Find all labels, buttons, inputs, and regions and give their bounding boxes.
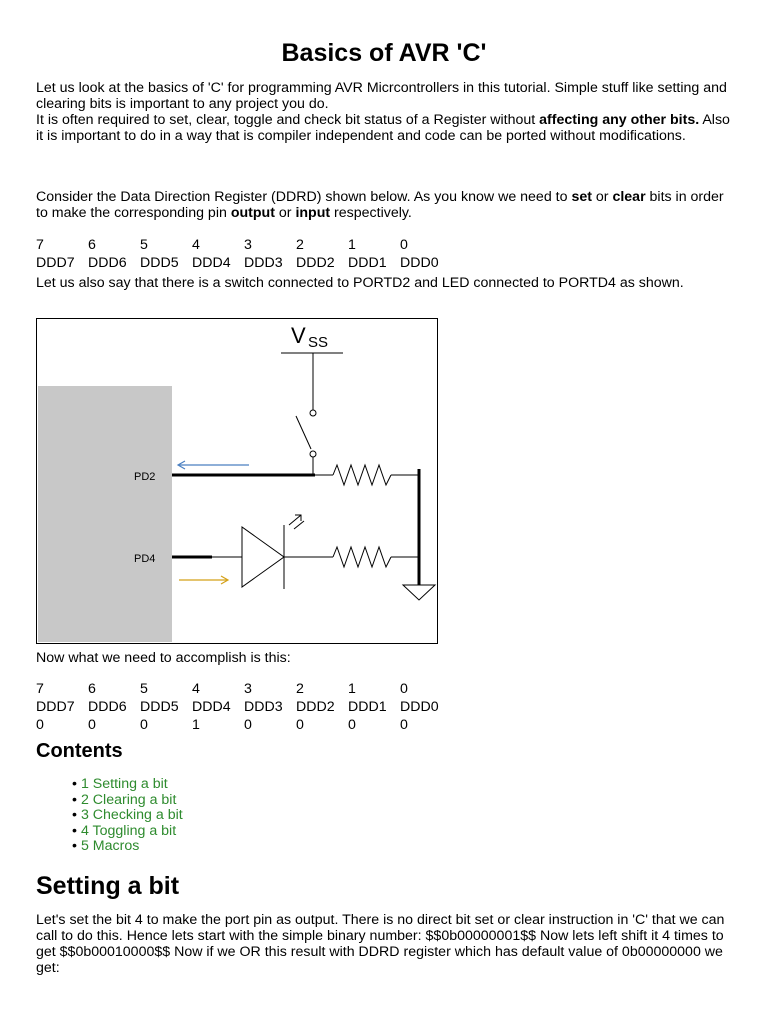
ddrd-text-d: or (274, 205, 296, 221)
toc-item (72, 839, 183, 855)
switch-led-paragraph: Let us also say that there is a switch connected to PORTD2 and LED connected to PORTD4 as shown. (36, 275, 684, 291)
switch-contact-bottom (310, 451, 316, 457)
bit-number: 1 (348, 237, 356, 253)
contents-heading: Contents (36, 740, 123, 762)
intro-line2-rest: Also it is important to do in a way that is compiler independent and code can be ported without modifications. (36, 112, 730, 144)
target-name-row (36, 698, 452, 716)
ddrd-paragraph (36, 189, 732, 221)
toc-link-setting-a-bit[interactable]: 1 Setting a bit (80, 776, 168, 792)
target-register-table (36, 680, 452, 734)
ddrd-clear-bold: clear (612, 189, 646, 205)
ddrd-text-e: respectively. (330, 205, 412, 221)
bit-value: 0 (140, 717, 148, 733)
bit-value: 0 (244, 717, 252, 733)
intro-line2-text: It is often required to set, clear, toggle and check bit status of a Register without (36, 112, 540, 128)
bit-name: DDD1 (348, 699, 387, 715)
led-light-arrow-2-icon (294, 521, 304, 529)
bit-number: 4 (192, 237, 200, 253)
bit-name: DDD6 (88, 699, 127, 715)
bit-number: 2 (296, 237, 304, 253)
pd4-label: PD4 (134, 553, 156, 565)
toc-link-clearing-a-bit[interactable]: 2 Clearing a bit (80, 791, 177, 808)
ground-symbol-icon (403, 585, 435, 600)
bit-name: DDD4 (192, 699, 231, 715)
toc-link-macros[interactable]: 5 Macros (80, 838, 140, 854)
ddrd-input-bold: input (295, 205, 331, 221)
bit-name: DDD1 (348, 255, 387, 271)
bit-name: DDD3 (244, 699, 283, 715)
bit-name: DDD0 (400, 255, 439, 271)
bit-value: 1 (192, 717, 200, 733)
ddrd-output-bold: output (230, 205, 275, 221)
intro-line1: Let us look at the basics of 'C' for programming AVR Micrcontrollers in this tutorial. Simple stuff like setting and clearing bits is important to any project you do. (36, 80, 727, 112)
bit-name: DDD7 (36, 699, 75, 715)
bit-number: 3 (244, 237, 252, 253)
bit-number: 7 (36, 681, 44, 697)
toc-link-checking-a-bit[interactable]: 3 Checking a bit (80, 807, 183, 823)
bit-number: 0 (400, 237, 408, 253)
bit-value: 0 (88, 717, 96, 733)
intro-line2-bold: affecting any other bits. (539, 112, 700, 128)
target-bit-row (36, 680, 452, 698)
bit-name: DDD7 (36, 255, 75, 271)
bit-value: 0 (400, 717, 408, 733)
vss-subscript: SS (308, 334, 329, 351)
toc-item (72, 793, 183, 809)
section-heading-setting-a-bit: Setting a bit (36, 872, 180, 900)
ddrd-text-b: or (591, 189, 613, 205)
accomplish-paragraph: Now what we need to accomplish is this: (36, 650, 291, 666)
resistor-1-icon (333, 465, 391, 485)
page-title: Basics of AVR 'C' (281, 39, 487, 67)
ddrd-set-bold: set (571, 189, 592, 205)
intro-paragraph (36, 80, 732, 144)
toc-item (72, 777, 183, 793)
resistor-2-icon (333, 547, 391, 567)
toc-link-toggling-a-bit[interactable]: 4 Toggling a bit (80, 822, 177, 839)
target-value-row (36, 716, 452, 734)
mcu-block (38, 386, 172, 642)
bit-name: DDD0 (400, 699, 439, 715)
circuit-svg (37, 319, 437, 643)
switch-contact-top (310, 410, 316, 416)
vss-label: V (291, 323, 306, 348)
register-table (36, 236, 452, 272)
circuit-diagram (36, 318, 438, 644)
toc-item (72, 824, 183, 840)
bit-number: 0 (400, 681, 408, 697)
led-diode-icon (242, 527, 284, 587)
ddrd-text-a: Consider the Data Direction Register (DDRD) shown below. As you know we need to (36, 189, 572, 205)
bit-number: 5 (140, 237, 148, 253)
pd2-label: PD2 (134, 471, 156, 483)
register-bit-row (36, 236, 452, 254)
bit-number: 6 (88, 237, 96, 253)
bit-value: 0 (36, 717, 44, 733)
toc-item (72, 808, 183, 824)
bit-value: 0 (296, 717, 304, 733)
bit-name: DDD2 (296, 699, 335, 715)
bit-number: 3 (244, 681, 252, 697)
bit-number: 2 (296, 681, 304, 697)
bit-number: 4 (192, 681, 200, 697)
table-of-contents (72, 777, 183, 855)
bit-number: 7 (36, 237, 44, 253)
bit-name: DDD3 (244, 255, 283, 271)
bit-name: DDD5 (140, 255, 179, 271)
bit-name: DDD6 (88, 255, 127, 271)
bit-number: 1 (348, 681, 356, 697)
bit-name: DDD5 (140, 699, 179, 715)
register-name-row (36, 254, 452, 272)
setting-a-bit-paragraph: Let's set the bit 4 to make the port pin as output. There is no direct bit set or clear instruction in 'C' that we can call to do this. Hence lets start with the simple binary number: $$0b00000001$$ Now lets left shift it 4 times to get $$0b00010000$$ Now if we OR this result with DDRD register which has default value of 0b00000000 we get: (36, 912, 725, 976)
ddrd-text-c: bits in order to make the corresponding pin (36, 189, 724, 221)
led-light-arrow-icon (289, 515, 301, 525)
switch-lever-icon (296, 416, 311, 449)
bit-number: 5 (140, 681, 148, 697)
bit-name: DDD2 (296, 255, 335, 271)
bit-name: DDD4 (192, 255, 231, 271)
bit-number: 6 (88, 681, 96, 697)
bit-value: 0 (348, 717, 356, 733)
